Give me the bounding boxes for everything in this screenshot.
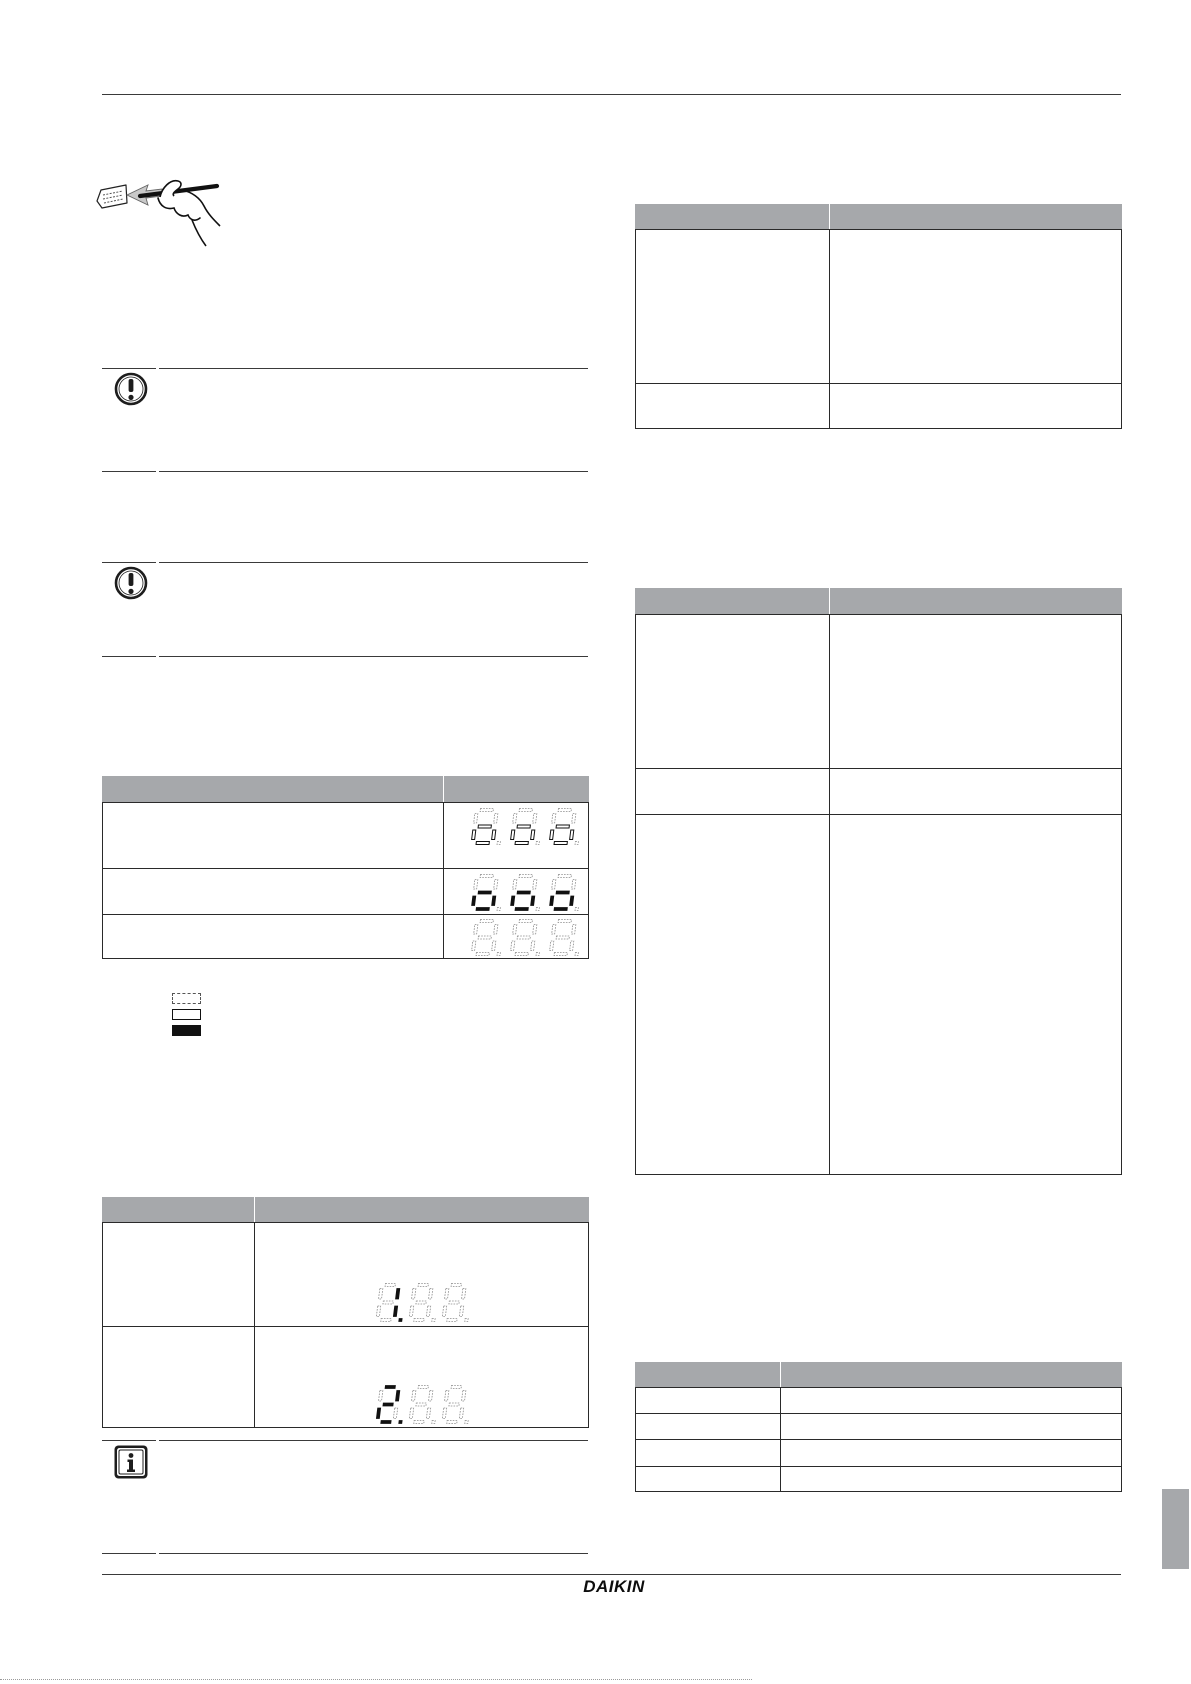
notice-icon	[114, 566, 148, 600]
segment-e	[376, 1306, 380, 1317]
segment-d	[447, 1421, 457, 1424]
settings-table	[635, 1362, 1122, 1492]
display-digit	[442, 1284, 473, 1322]
decimal-point	[575, 908, 578, 911]
segment-c	[570, 830, 574, 840]
segment-d	[414, 1421, 424, 1424]
segment-f	[474, 880, 478, 890]
side-tab	[1162, 1489, 1189, 1569]
decimal-point	[497, 908, 500, 911]
seven-segment-display	[470, 918, 584, 957]
segment-a	[480, 875, 493, 878]
segment-a	[519, 875, 532, 878]
table-header-cell	[830, 589, 1122, 615]
segment-d	[476, 908, 489, 911]
segment-e	[550, 941, 554, 951]
segment-b	[533, 880, 537, 890]
table-cell	[830, 769, 1122, 815]
segment-e	[442, 1408, 446, 1419]
segment-e	[511, 896, 515, 906]
segment-e	[409, 1408, 413, 1419]
display-digit	[549, 875, 582, 911]
display-digit	[549, 809, 582, 845]
segment-a	[418, 1386, 428, 1389]
table-cell	[444, 803, 589, 869]
table-cell	[444, 869, 589, 915]
segment-a	[451, 1284, 461, 1287]
table-row	[636, 384, 1122, 429]
segment-c	[459, 1306, 463, 1317]
seven-segment-display	[470, 873, 584, 912]
segment-b	[429, 1289, 433, 1300]
hand-back	[182, 190, 220, 226]
segment-a	[385, 1284, 395, 1287]
segment-b	[572, 925, 576, 935]
table-row	[636, 230, 1122, 384]
table-cell	[636, 815, 830, 1175]
display-digit	[376, 1386, 407, 1424]
legend-swatch-on	[172, 1025, 201, 1036]
settings-table	[635, 204, 1122, 429]
table-cell	[781, 1440, 1122, 1467]
segment-c	[570, 941, 574, 951]
info-top-rule	[102, 1440, 156, 1441]
display-digit	[471, 809, 504, 845]
segment-c	[393, 1408, 397, 1419]
segment-c	[393, 1306, 397, 1317]
table-header-cell	[636, 589, 830, 615]
segment-f	[445, 1391, 449, 1402]
segment-c	[492, 896, 496, 906]
segment-g	[478, 825, 491, 828]
seven-segment-display	[375, 1384, 474, 1425]
display-digits	[376, 1386, 473, 1424]
notice-top-rule	[159, 368, 588, 369]
segment-e	[550, 896, 554, 906]
segment-b	[429, 1391, 433, 1402]
page-edge-dotted-line	[0, 1679, 752, 1680]
decimal-point	[497, 842, 500, 845]
segment-d	[554, 953, 567, 956]
segment-c	[531, 830, 535, 840]
display-digit	[510, 809, 543, 845]
table-cell	[103, 803, 444, 869]
segment-b	[462, 1289, 466, 1300]
segment-d	[476, 842, 489, 845]
segment-a	[519, 920, 532, 923]
segment-f	[552, 814, 556, 824]
table-row	[103, 869, 589, 915]
info-dot	[129, 1453, 134, 1458]
exclamation-dot	[128, 589, 133, 594]
table-cell	[830, 384, 1122, 429]
table-cell	[255, 1223, 589, 1327]
decimal-point	[432, 1421, 435, 1424]
table-header-cell	[781, 1363, 1122, 1388]
segment-b	[494, 814, 498, 824]
segment-f	[552, 880, 556, 890]
table-header-cell	[636, 1363, 781, 1388]
decimal-point	[575, 953, 578, 956]
segment-g	[383, 1301, 393, 1304]
table-row	[103, 1223, 589, 1327]
notice-bottom-rule	[102, 656, 156, 657]
display-digits	[471, 809, 582, 845]
segment-g	[383, 1403, 393, 1406]
segment-d	[554, 842, 567, 845]
segment-f	[513, 814, 517, 824]
segment-e	[511, 941, 515, 951]
segment-b	[396, 1289, 400, 1300]
settings-table	[635, 588, 1122, 1175]
segment-c	[459, 1408, 463, 1419]
table-row	[636, 1467, 1122, 1492]
table-cell	[636, 1467, 781, 1492]
segment-f	[513, 880, 517, 890]
table-row	[103, 1327, 589, 1428]
display-digit	[409, 1386, 440, 1424]
seven-segment-display	[375, 1282, 474, 1323]
notice-top-rule	[159, 562, 588, 563]
decimal-point	[575, 842, 578, 845]
legend-swatch-blinking	[172, 1009, 201, 1020]
table-header-cell	[636, 205, 830, 230]
legend-swatch-off	[172, 993, 201, 1004]
segment-e	[472, 941, 476, 951]
segment-g	[556, 825, 569, 828]
display-digit	[549, 920, 582, 956]
decimal-point	[465, 1421, 468, 1424]
segment-b	[494, 925, 498, 935]
exclamation-dot	[128, 395, 133, 400]
exclamation-stem	[129, 379, 134, 392]
segment-a	[451, 1386, 461, 1389]
segment-e	[472, 830, 476, 840]
segment-b	[494, 880, 498, 890]
segment-b	[572, 814, 576, 824]
table-cell	[103, 1223, 255, 1327]
table-header-row	[636, 589, 1122, 615]
info-bottom-rule	[102, 1553, 156, 1554]
segment-c	[492, 830, 496, 840]
notice-icon	[114, 372, 148, 406]
notice-top-rule	[102, 368, 156, 369]
segment-c	[570, 896, 574, 906]
segment-d	[515, 953, 528, 956]
segment-e	[550, 830, 554, 840]
table-cell	[781, 1467, 1122, 1492]
segment-e	[472, 896, 476, 906]
segment-b	[396, 1391, 400, 1402]
header-rule	[102, 94, 1121, 95]
display-digit	[471, 920, 504, 956]
segment-d	[381, 1421, 391, 1424]
table-header-row	[103, 777, 589, 803]
table-header-cell	[255, 1198, 589, 1223]
table-header-row	[636, 205, 1122, 230]
segment-g	[416, 1301, 426, 1304]
segment-e	[409, 1306, 413, 1317]
segment-b	[462, 1391, 466, 1402]
decimal-point	[536, 953, 539, 956]
seven-segment-display	[470, 807, 584, 846]
table-row	[636, 769, 1122, 815]
segment-e	[376, 1408, 380, 1419]
segment-f	[474, 814, 478, 824]
segment-g	[556, 936, 569, 939]
decimal-point	[536, 908, 539, 911]
segment-f	[445, 1289, 449, 1300]
segment-g	[478, 891, 491, 894]
display-digits	[471, 875, 582, 911]
decimal-point	[399, 1319, 402, 1322]
info-top-rule	[159, 1440, 588, 1441]
segment-display-table	[102, 776, 589, 959]
table-row	[636, 1440, 1122, 1467]
table-header-cell	[444, 777, 589, 803]
segment-d	[554, 908, 567, 911]
display-digit	[376, 1284, 407, 1322]
segment-d	[476, 953, 489, 956]
segment-g	[449, 1403, 459, 1406]
table-cell	[830, 815, 1122, 1175]
footer-rule	[102, 1574, 1121, 1575]
notice-bottom-rule	[159, 471, 588, 472]
segment-e	[442, 1306, 446, 1317]
segment-g	[556, 891, 569, 894]
segment-d	[414, 1319, 424, 1322]
segment-b	[533, 814, 537, 824]
segment-g	[449, 1301, 459, 1304]
notepad-shape	[97, 185, 127, 208]
segment-b	[533, 925, 537, 935]
table-row	[636, 815, 1122, 1175]
display-digit	[510, 875, 543, 911]
table-cell	[103, 915, 444, 959]
table-row	[636, 1388, 1122, 1414]
notice-top-rule	[102, 562, 156, 563]
segment-d	[515, 842, 528, 845]
table-row	[103, 803, 589, 869]
table-cell	[830, 615, 1122, 769]
table-cell	[255, 1327, 589, 1428]
table-header-cell	[830, 205, 1122, 230]
segment-a	[385, 1386, 395, 1389]
table-cell	[636, 1388, 781, 1414]
table-row	[103, 915, 589, 959]
table-header-cell	[103, 777, 444, 803]
table-header-row	[636, 1363, 1122, 1388]
decimal-point	[536, 842, 539, 845]
segment-a	[558, 920, 571, 923]
segment-f	[379, 1391, 383, 1402]
decimal-point	[497, 953, 500, 956]
hand-thumb	[160, 181, 181, 197]
segment-d	[381, 1319, 391, 1322]
segment-f	[474, 925, 478, 935]
information-icon	[114, 1445, 148, 1479]
segment-d	[447, 1319, 457, 1322]
display-digit	[442, 1386, 473, 1424]
table-cell	[103, 1327, 255, 1428]
table-cell	[830, 230, 1122, 384]
display-digit	[471, 875, 504, 911]
table-row	[636, 1414, 1122, 1440]
segment-g	[517, 936, 530, 939]
segment-c	[426, 1306, 430, 1317]
table-header-cell	[103, 1198, 255, 1223]
hand-wrist	[192, 220, 206, 246]
segment-a	[480, 920, 493, 923]
display-digit	[409, 1284, 440, 1322]
info-bottom-rule	[159, 1553, 588, 1554]
segment-g	[517, 891, 530, 894]
table-header-row	[103, 1198, 589, 1223]
segment-f	[379, 1289, 383, 1300]
segment-f	[552, 925, 556, 935]
segment-a	[558, 809, 571, 812]
segment-b	[572, 880, 576, 890]
decimal-point	[432, 1319, 435, 1322]
daikin-logo: DAIKIN	[583, 1577, 645, 1596]
hand-fingers	[158, 198, 200, 220]
segment-f	[412, 1289, 416, 1300]
segment-a	[418, 1284, 428, 1287]
segment-e	[511, 830, 515, 840]
display-digit	[510, 920, 543, 956]
segment-g	[517, 825, 530, 828]
table-cell	[444, 915, 589, 959]
segment-c	[492, 941, 496, 951]
table-cell	[781, 1414, 1122, 1440]
hand-writing-icon	[96, 176, 222, 248]
segment-g	[478, 936, 491, 939]
table-cell	[781, 1388, 1122, 1414]
table-cell	[636, 769, 830, 815]
segment-a	[519, 809, 532, 812]
notice-bottom-rule	[159, 656, 588, 657]
table-row	[636, 615, 1122, 769]
segment-c	[531, 896, 535, 906]
segment-c	[426, 1408, 430, 1419]
table-cell	[103, 869, 444, 915]
segment-a	[558, 875, 571, 878]
display-digits	[376, 1284, 473, 1322]
mode-display-table	[102, 1197, 589, 1428]
segment-g	[416, 1403, 426, 1406]
notice-bottom-rule	[102, 471, 156, 472]
display-digits	[471, 920, 582, 956]
table-cell	[636, 384, 830, 429]
segment-f	[513, 925, 517, 935]
table-cell	[636, 615, 830, 769]
segment-d	[515, 908, 528, 911]
segment-a	[480, 809, 493, 812]
decimal-point	[399, 1421, 402, 1424]
segment-c	[531, 941, 535, 951]
segment-f	[412, 1391, 416, 1402]
decimal-point	[465, 1319, 468, 1322]
table-cell	[636, 230, 830, 384]
exclamation-stem	[129, 573, 134, 586]
table-cell	[636, 1414, 781, 1440]
table-cell	[636, 1440, 781, 1467]
